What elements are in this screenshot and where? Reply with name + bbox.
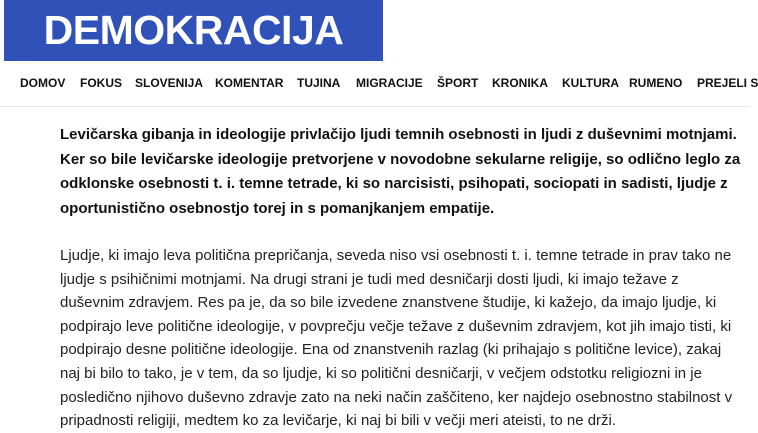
nav-item-migracije[interactable]: MIGRACIJE — [356, 76, 423, 90]
nav-item-kultura[interactable]: KULTURA — [562, 76, 620, 90]
nav-item-prejeli[interactable]: PREJELI S — [697, 76, 758, 90]
nav-item-komentar[interactable]: KOMENTAR — [215, 76, 284, 90]
article-content — [60, 108, 742, 433]
site-logo[interactable] — [4, 0, 383, 61]
nav-item-sport[interactable]: ŠPORT — [437, 76, 479, 90]
nav-item-rumeno[interactable]: RUMENO — [629, 76, 683, 90]
nav-item-kronika[interactable]: KRONIKA — [492, 76, 548, 90]
nav-item-tujina[interactable]: TUJINA — [297, 76, 341, 90]
main-navigation — [0, 62, 758, 107]
nav-item-domov[interactable]: DOMOV — [20, 76, 66, 90]
nav-item-slovenija[interactable]: SLOVENIJA — [135, 76, 204, 90]
article-paragraph: Ljudje, ki imajo leva politična prepričanja, seveda niso vsi osebnosti t. i. temne tetrade in prav tako ne ljudje s psihičnimi motnjami. Na drugi strani je tudi med desničarji dosti ljudi, ki imajo težave z duševnim zdravjem. Res pa je, da so bile izvedene znanstvene študije, ki kažejo, da imajo ljudje, ki podpirajo leve politične ideologije, v povprečju večje težave z duševnim zdravjem, kot jih imajo tisti, ki podpirajo desne politične ideologije. Ena od znanstvenih razlag (ki prihajajo s politične levice), zakaj naj bi bilo to tako, je v tem, da so ljudje, ki so politični desničarji, v večjem odstotku religiozni in je posledično njihovo duševno zdravje zato na neki način zaščiteno, ker najdejo osebnostno stabilnost v pripadnosti religiji, medtem ko za levičarje, ki naj bi bili v večji meri ateisti, to ne drži. — [60, 247, 733, 430]
logo-text: DEMOKRACIJA — [43, 7, 344, 53]
nav-item-fokus[interactable]: FOKUS — [80, 76, 122, 90]
article-lead: Levičarska gibanja in ideologije privlačijo ljudi temnih osebnosti in ljudi z duševnimi motnjami. Ker so bile levičarske ideologije pretvorjene v novodobne sekularne religije, so odlično leglo za odklonske osebnosti t. i. temne tetrade, ki so narcisisti, psihopati, sociopati in sadisti, ljudje z oportunistično osebnostjo torej in s pomanjkanjem empatije. — [60, 126, 741, 217]
